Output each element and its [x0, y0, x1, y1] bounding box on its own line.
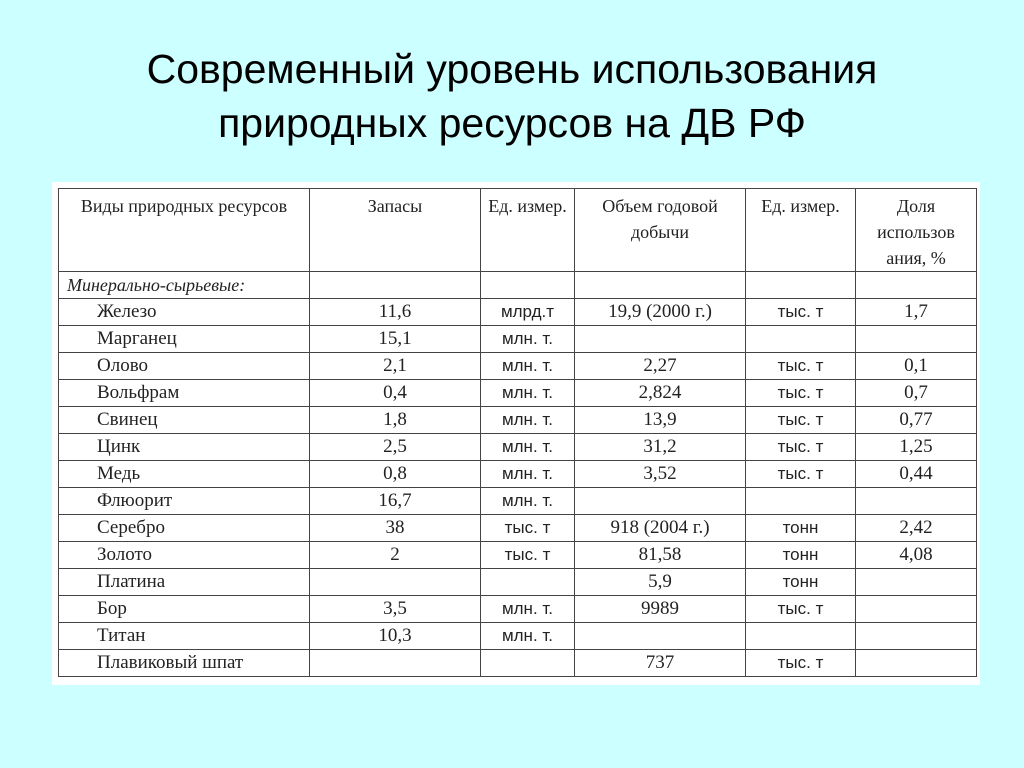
output-unit: тыс. т — [746, 650, 856, 677]
resource-name: Железо — [59, 299, 310, 326]
annual-output-value: 3,52 — [575, 461, 746, 488]
reserves-value: 11,6 — [310, 299, 481, 326]
usage-share-value — [856, 650, 977, 677]
header-row — [59, 189, 977, 272]
resource-name: Плавиковый шпат — [59, 650, 310, 677]
output-unit: тыс. т — [746, 407, 856, 434]
reserves-unit: млн. т. — [481, 488, 575, 515]
resource-name: Серебро — [59, 515, 310, 542]
reserves-unit: млн. т. — [481, 407, 575, 434]
usage-share-value — [856, 569, 977, 596]
empty-cell — [856, 272, 977, 299]
output-unit: тыс. т — [746, 461, 856, 488]
table-row — [59, 488, 977, 515]
header-usage-share: Доля использов ания, % — [856, 189, 977, 272]
table-row — [59, 380, 977, 407]
reserves-value: 0,8 — [310, 461, 481, 488]
resource-name: Свинец — [59, 407, 310, 434]
output-unit — [746, 488, 856, 515]
output-unit: тыс. т — [746, 380, 856, 407]
annual-output-value — [575, 326, 746, 353]
annual-output-value: 13,9 — [575, 407, 746, 434]
empty-cell — [575, 272, 746, 299]
reserves-value: 2 — [310, 542, 481, 569]
reserves-value: 0,4 — [310, 380, 481, 407]
table-row — [59, 569, 977, 596]
table-row — [59, 650, 977, 677]
usage-share-value — [856, 596, 977, 623]
empty-cell — [746, 272, 856, 299]
reserves-unit: млн. т. — [481, 353, 575, 380]
table-row — [59, 515, 977, 542]
usage-share-value: 0,44 — [856, 461, 977, 488]
annual-output-value: 81,58 — [575, 542, 746, 569]
reserves-value: 10,3 — [310, 623, 481, 650]
output-unit: тонн — [746, 542, 856, 569]
reserves-value: 1,8 — [310, 407, 481, 434]
table-row — [59, 596, 977, 623]
reserves-unit: млн. т. — [481, 596, 575, 623]
empty-cell — [310, 272, 481, 299]
reserves-unit: млн. т. — [481, 623, 575, 650]
annual-output-value: 2,27 — [575, 353, 746, 380]
table-row — [59, 326, 977, 353]
resource-name: Медь — [59, 461, 310, 488]
header-resource-type: Виды природных ресурсов — [59, 189, 310, 272]
header-output-unit: Ед. измер. — [746, 189, 856, 272]
slide-title-line-2: природных ресурсов на ДВ РФ — [218, 100, 806, 146]
output-unit: тыс. т — [746, 353, 856, 380]
annual-output-value: 2,824 — [575, 380, 746, 407]
group-label: Минерально-сырьевые: — [59, 272, 310, 299]
resource-name: Золото — [59, 542, 310, 569]
empty-cell — [481, 272, 575, 299]
reserves-unit — [481, 650, 575, 677]
table-row — [59, 353, 977, 380]
annual-output-value — [575, 488, 746, 515]
slide-title-line-1: Современный уровень использования — [146, 46, 878, 92]
usage-share-value: 1,7 — [856, 299, 977, 326]
header-reserves: Запасы — [310, 189, 481, 272]
table-row — [59, 542, 977, 569]
table-row — [59, 623, 977, 650]
usage-share-value: 0,77 — [856, 407, 977, 434]
reserves-value: 3,5 — [310, 596, 481, 623]
output-unit: тыс. т — [746, 434, 856, 461]
header-annual-output: Объем годовой добычи — [575, 189, 746, 272]
usage-share-value: 0,7 — [856, 380, 977, 407]
reserves-unit: млн. т. — [481, 380, 575, 407]
reserves-value: 16,7 — [310, 488, 481, 515]
output-unit: тыс. т — [746, 299, 856, 326]
output-unit — [746, 326, 856, 353]
reserves-value: 2,5 — [310, 434, 481, 461]
reserves-value — [310, 650, 481, 677]
resource-name: Бор — [59, 596, 310, 623]
reserves-unit: тыс. т — [481, 542, 575, 569]
header-unit: Ед. измер. — [481, 189, 575, 272]
annual-output-value: 31,2 — [575, 434, 746, 461]
table-row — [59, 299, 977, 326]
reserves-value: 15,1 — [310, 326, 481, 353]
group-row — [59, 272, 977, 299]
usage-share-value: 2,42 — [856, 515, 977, 542]
usage-share-value — [856, 623, 977, 650]
resources-table — [58, 188, 977, 677]
table-sheet — [52, 182, 980, 685]
slide-title — [0, 42, 1024, 150]
annual-output-value — [575, 623, 746, 650]
resource-name: Платина — [59, 569, 310, 596]
output-unit: тонн — [746, 569, 856, 596]
usage-share-value: 1,25 — [856, 434, 977, 461]
resource-name: Цинк — [59, 434, 310, 461]
annual-output-value: 5,9 — [575, 569, 746, 596]
annual-output-value: 9989 — [575, 596, 746, 623]
resource-name: Титан — [59, 623, 310, 650]
resource-name: Марганец — [59, 326, 310, 353]
reserves-value: 38 — [310, 515, 481, 542]
output-unit: тыс. т — [746, 596, 856, 623]
annual-output-value: 918 (2004 г.) — [575, 515, 746, 542]
output-unit: тонн — [746, 515, 856, 542]
reserves-value — [310, 569, 481, 596]
output-unit — [746, 623, 856, 650]
reserves-unit: млн. т. — [481, 434, 575, 461]
reserves-unit — [481, 569, 575, 596]
usage-share-value: 0,1 — [856, 353, 977, 380]
reserves-unit: млн. т. — [481, 461, 575, 488]
annual-output-value: 737 — [575, 650, 746, 677]
reserves-unit: тыс. т — [481, 515, 575, 542]
resource-name: Флюорит — [59, 488, 310, 515]
reserves-unit: млрд.т — [481, 299, 575, 326]
resource-name: Олово — [59, 353, 310, 380]
table-row — [59, 407, 977, 434]
usage-share-value: 4,08 — [856, 542, 977, 569]
usage-share-value — [856, 326, 977, 353]
usage-share-value — [856, 488, 977, 515]
reserves-unit: млн. т. — [481, 326, 575, 353]
table-row — [59, 434, 977, 461]
table-row — [59, 461, 977, 488]
annual-output-value: 19,9 (2000 г.) — [575, 299, 746, 326]
reserves-value: 2,1 — [310, 353, 481, 380]
resource-name: Вольфрам — [59, 380, 310, 407]
